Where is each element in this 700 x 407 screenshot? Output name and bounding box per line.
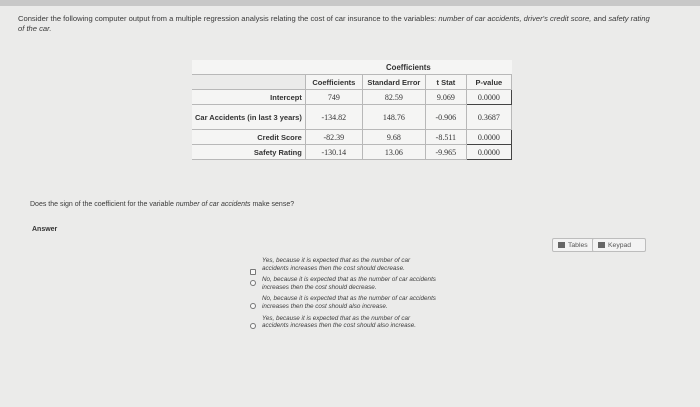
table-row <box>192 90 511 105</box>
option-c[interactable] <box>248 295 438 310</box>
sub-question <box>30 201 294 208</box>
row-label: Intercept <box>192 90 305 105</box>
radio-c[interactable] <box>250 303 256 309</box>
cell-coef: -134.82 <box>305 105 362 130</box>
question-prefix: Consider the following computer output from a multiple regression analysis relating the cost of car insurance to the variables: <box>18 14 437 23</box>
sub-question-suffix: make sense? <box>252 201 295 208</box>
option-a[interactable] <box>248 257 438 272</box>
option-c-text: No, because it is expected that as the number of car accidents increases then the cost should also increase. <box>262 295 436 310</box>
cell-t: 9.069 <box>425 90 466 105</box>
top-strip <box>0 0 700 6</box>
keypad-button[interactable] <box>592 238 646 252</box>
cell-se: 13.06 <box>362 145 425 160</box>
table-caption: Coefficients <box>305 60 511 75</box>
radio-d[interactable] <box>250 323 256 329</box>
question-text <box>18 14 658 33</box>
option-d-text: Yes, because it is expected that as the number of car accidents increases then the cost should also increase. <box>262 314 417 330</box>
cell-se: 9.68 <box>362 130 425 145</box>
header-t-stat: t Stat <box>425 75 466 90</box>
question-last-var: safety rating of the car. <box>18 14 650 33</box>
cell-t: -8.511 <box>425 130 466 145</box>
question-variables: number of car accidents, driver's credit score, <box>438 14 592 23</box>
header-standard-error: Standard Error <box>362 75 425 90</box>
answer-options <box>248 257 438 334</box>
cell-p: 0.0000 <box>466 145 511 160</box>
question-and: and <box>593 14 607 23</box>
cell-p: 0.0000 <box>466 90 511 105</box>
cell-coef: -130.14 <box>305 145 362 160</box>
keypad-label: Keypad <box>608 241 632 249</box>
row-label: Safety Rating <box>192 145 305 160</box>
radio-a[interactable] <box>250 269 256 275</box>
row-label: Car Accidents (in last 3 years) <box>192 105 305 130</box>
answer-label: Answer <box>32 226 58 233</box>
table-row <box>192 105 511 130</box>
sub-question-var: number of car accidents <box>175 201 251 208</box>
option-a-text: Yes, because it is expected that as the number of car accidents increases then the cost should decrease. <box>262 257 411 272</box>
header-p-value: P-value <box>466 75 511 90</box>
table-row <box>192 145 511 160</box>
row-label: Credit Score <box>192 130 305 145</box>
option-b[interactable] <box>248 276 438 291</box>
header-coefficients: Coefficients <box>305 75 362 90</box>
cell-t: -9.965 <box>425 145 466 160</box>
sub-question-prefix: Does the sign of the coefficient for the variable <box>30 201 174 208</box>
cell-coef: 749 <box>305 90 362 105</box>
radio-b[interactable] <box>250 280 256 286</box>
cell-se: 82.59 <box>362 90 425 105</box>
cell-t: -0.906 <box>425 105 466 130</box>
cell-coef: -82.39 <box>305 130 362 145</box>
keypad-icon <box>598 242 605 248</box>
table-row <box>192 130 511 145</box>
cell-se: 148.76 <box>362 105 425 130</box>
tables-label: Tables <box>568 241 588 249</box>
option-b-text: No, because it is expected that as the number of car accidents increases then the cost should decrease. <box>262 276 436 291</box>
regression-table <box>192 60 512 160</box>
cell-p: 0.3687 <box>466 105 511 130</box>
tables-icon <box>558 242 565 248</box>
cell-p: 0.0000 <box>466 130 511 145</box>
option-d[interactable] <box>248 315 438 330</box>
